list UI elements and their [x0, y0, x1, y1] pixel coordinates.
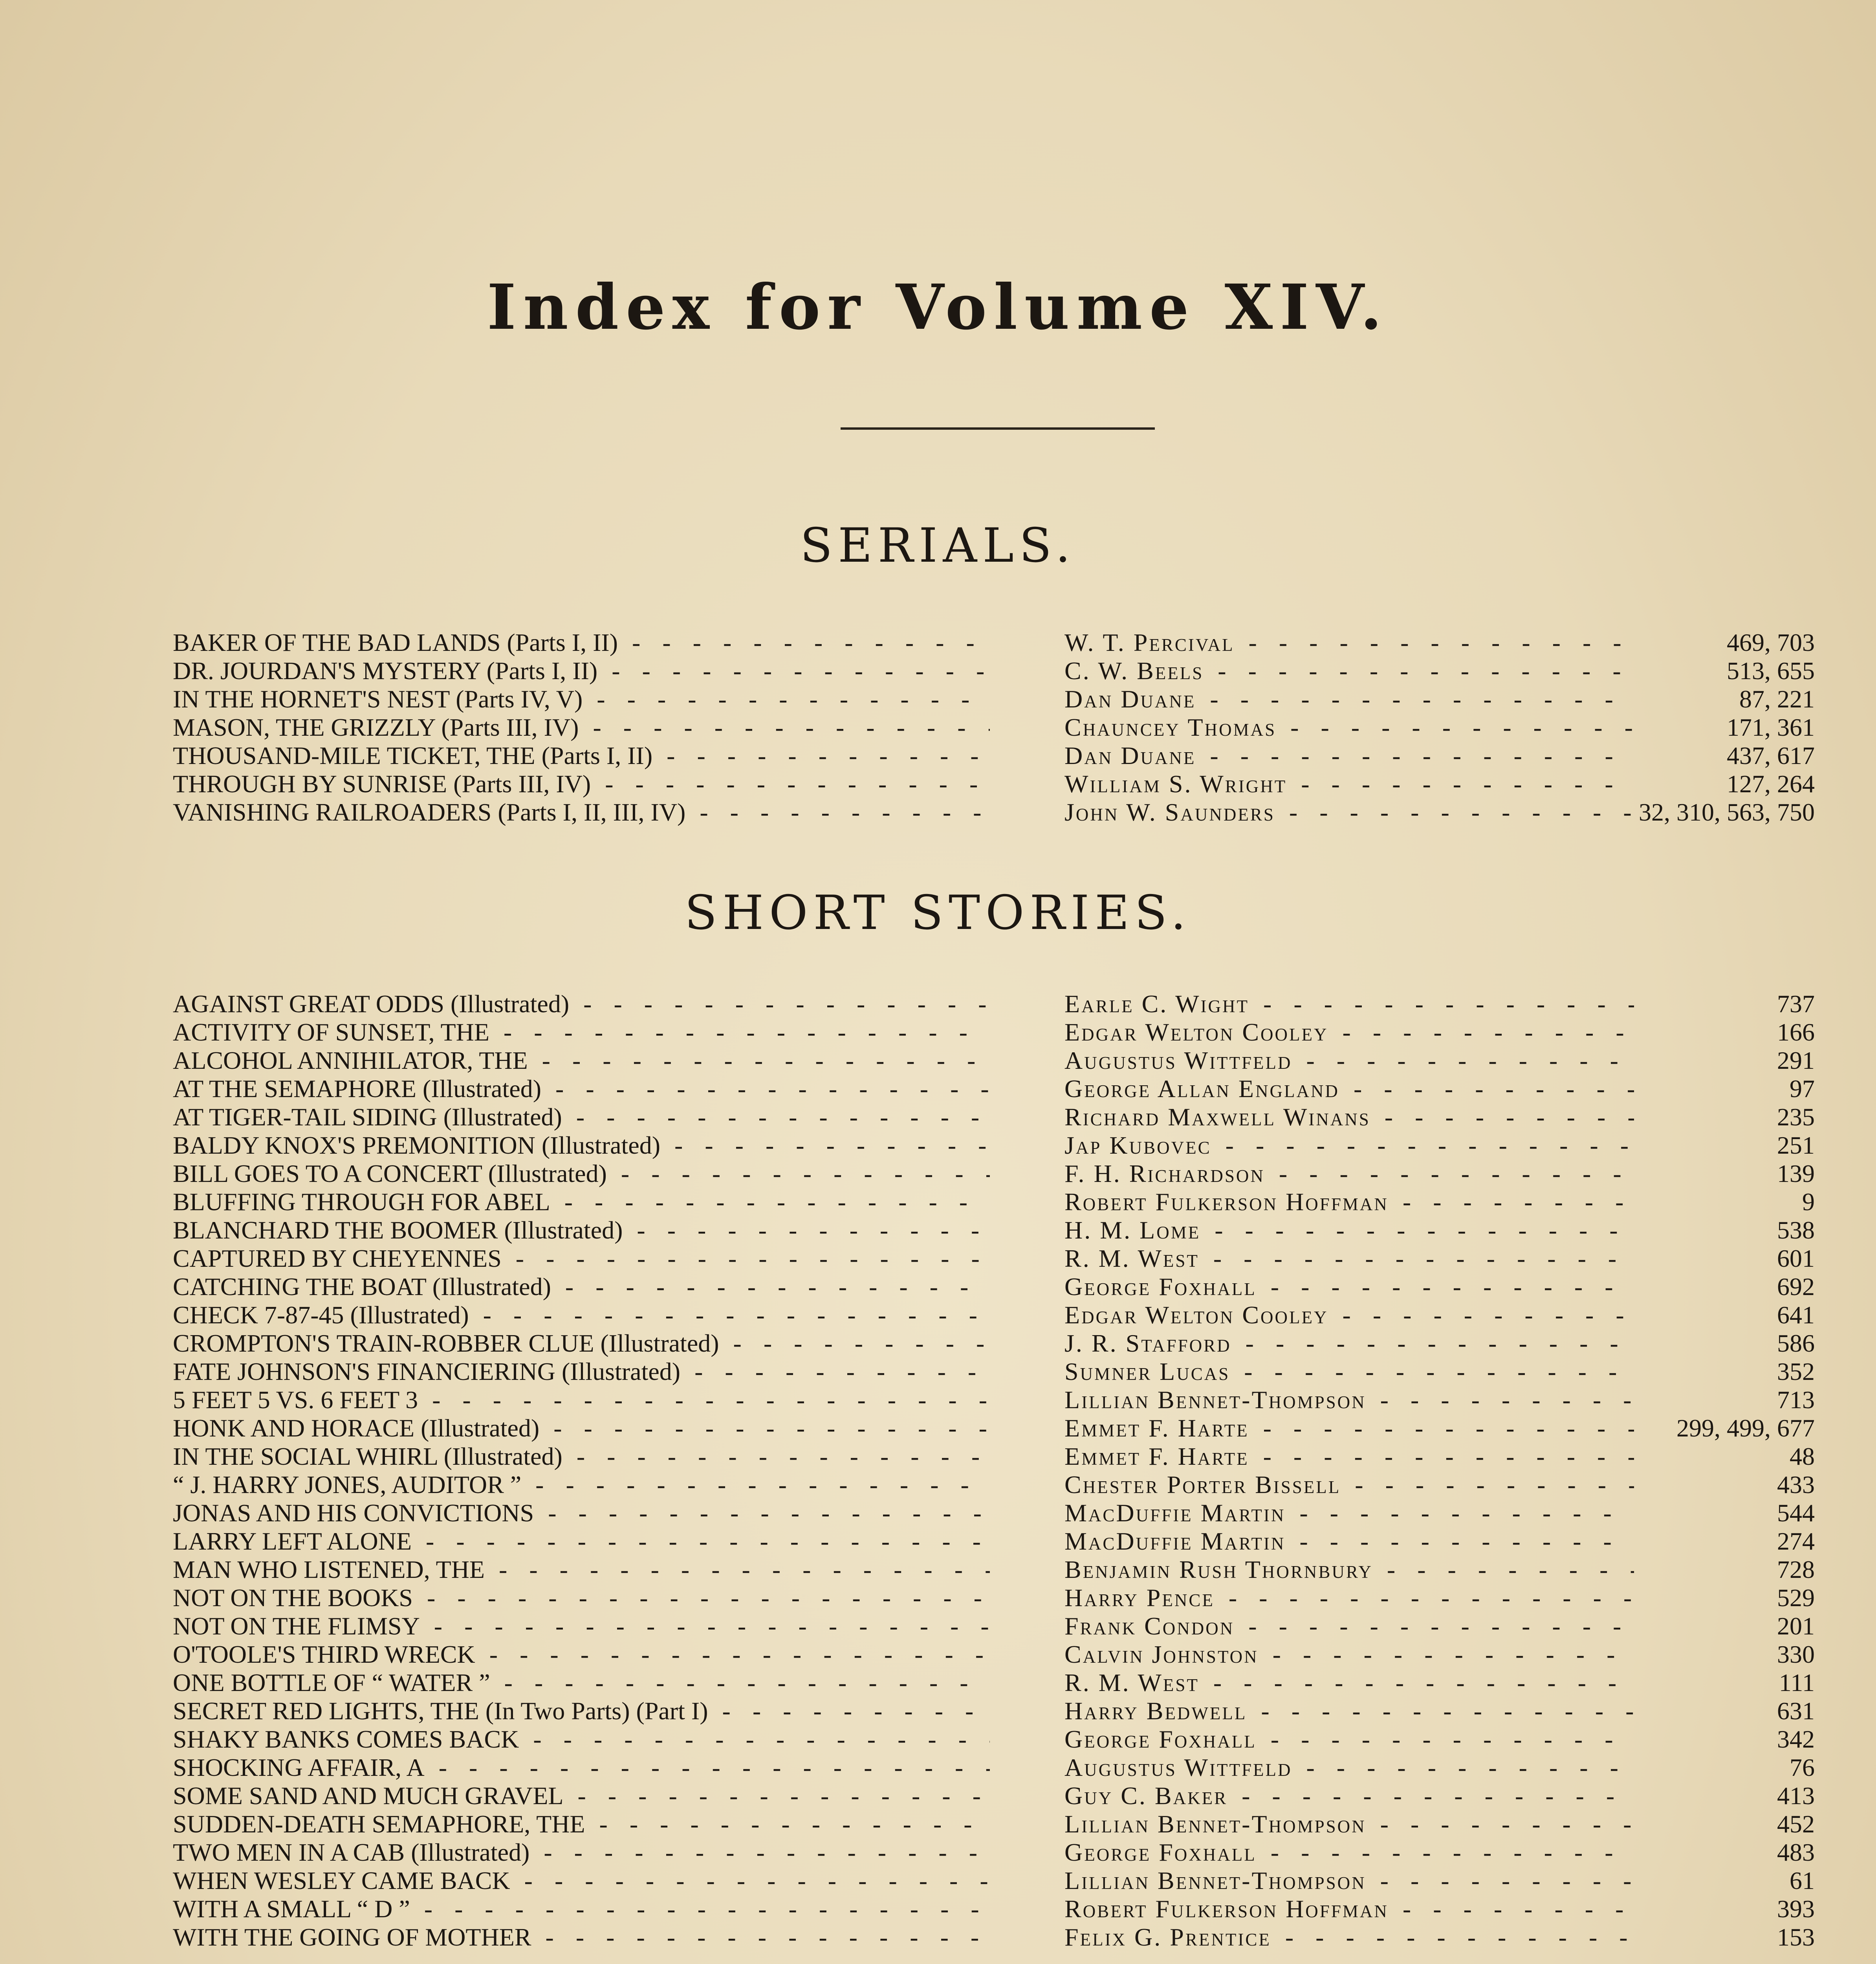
entry-author: William S. Wright - - - — [1064, 770, 1634, 798]
entry-author: Emmet F. Harte - - - — [1064, 1414, 1634, 1442]
index-entry — [173, 1358, 1815, 1386]
entry-author: Dan Duane - - - — [1064, 742, 1634, 770]
entry-title: ONE BOTTLE OF “ WATER ” - - - — [173, 1669, 990, 1697]
entry-title: ACTIVITY OF SUNSET, THE - - - — [173, 1018, 990, 1046]
entry-pages: 171, 361 — [1727, 713, 1815, 741]
entry-title: WHEN WESLEY CAME BACK - - - — [173, 1867, 990, 1895]
entry-pages: 76 — [1790, 1753, 1815, 1781]
entry-pages: 166 — [1777, 1018, 1815, 1046]
entry-title: WITH A SMALL “ D ” - - - — [173, 1895, 990, 1923]
entry-pages: 299, 499, 677 — [1676, 1414, 1815, 1442]
entries-short-stories — [173, 990, 1815, 1951]
entry-author: Harry Bedwell - - - — [1064, 1697, 1634, 1725]
entry-title: AT TIGER-TAIL SIDING (Illustrated) - - - — [173, 1103, 990, 1131]
entry-pages: 692 — [1777, 1273, 1815, 1301]
entry-pages: 251 — [1777, 1131, 1815, 1159]
entry-title: ALCOHOL ANNIHILATOR, THE - - - — [173, 1046, 990, 1075]
index-entry — [173, 628, 1815, 657]
index-entry — [173, 1810, 1815, 1838]
index-entry — [173, 1018, 1815, 1046]
entry-author: George Foxhall - - - — [1064, 1725, 1634, 1753]
index-entry — [173, 713, 1815, 742]
entry-pages: 235 — [1777, 1103, 1815, 1131]
entry-author: Robert Fulkerson Hoffman - - - — [1064, 1895, 1634, 1923]
entry-title: MAN WHO LISTENED, THE - - - — [173, 1555, 990, 1584]
index-entry — [173, 1160, 1815, 1188]
entry-title: CATCHING THE BOAT (Illustrated) - - - — [173, 1273, 990, 1301]
entry-author: Robert Fulkerson Hoffman - - - — [1064, 1188, 1634, 1216]
entry-pages: 61 — [1790, 1867, 1815, 1894]
entry-pages: 631 — [1777, 1697, 1815, 1725]
index-entry — [173, 1329, 1815, 1358]
entry-author: J. R. Stafford - - - — [1064, 1329, 1634, 1358]
entry-pages: 469, 703 — [1727, 628, 1815, 656]
entry-title: WITH THE GOING OF MOTHER - - - — [173, 1923, 990, 1951]
index-entry — [173, 1838, 1815, 1867]
entry-pages: 352 — [1777, 1358, 1815, 1385]
entry-pages: 291 — [1777, 1046, 1815, 1074]
entry-author: R. M. West - - - — [1064, 1244, 1634, 1273]
entry-title: SHAKY BANKS COMES BACK - - - — [173, 1725, 990, 1753]
entry-author: George Foxhall - - - — [1064, 1838, 1634, 1867]
entry-title: MASON, THE GRIZZLY (Parts III, IV) - - - — [173, 713, 990, 742]
entry-title: THROUGH BY SUNRISE (Parts III, IV) - - - — [173, 770, 990, 798]
entry-title: THOUSAND-MILE TICKET, THE (Parts I, II) - - - — [173, 742, 990, 770]
entry-pages: 111 — [1779, 1669, 1815, 1697]
entry-title: BAKER OF THE BAD LANDS (Parts I, II) - - - — [173, 628, 990, 657]
entry-title: NOT ON THE BOOKS - - - — [173, 1584, 990, 1612]
entry-title: SECRET RED LIGHTS, THE (In Two Parts) (Part I) - - - — [173, 1697, 990, 1725]
entry-author: George Allan England - - - — [1064, 1075, 1634, 1103]
entry-pages: 437, 617 — [1727, 742, 1815, 769]
index-entry — [173, 742, 1815, 770]
entry-title: DR. JOURDAN'S MYSTERY (Parts I, II) - - - — [173, 657, 990, 685]
index-entry — [173, 1301, 1815, 1329]
entry-pages: 529 — [1777, 1584, 1815, 1612]
index-entry — [173, 1273, 1815, 1301]
entry-pages: 452 — [1777, 1810, 1815, 1838]
entry-author: R. M. West - - - — [1064, 1669, 1634, 1697]
entry-author: Edgar Welton Cooley - - - — [1064, 1301, 1634, 1329]
entry-author: Augustus Wittfeld - - - — [1064, 1753, 1634, 1782]
index-entry — [173, 1640, 1815, 1669]
entry-title: VANISHING RAILROADERS (Parts I, II, III, IV) - - - — [173, 798, 990, 826]
entry-title: CHECK 7-87-45 (Illustrated) - - - — [173, 1301, 990, 1329]
entry-author: F. H. Richardson - - - — [1064, 1160, 1634, 1188]
entry-pages: 538 — [1777, 1216, 1815, 1244]
entry-author: Edgar Welton Cooley - - - — [1064, 1018, 1634, 1046]
index-entry — [173, 1669, 1815, 1697]
entry-author: Chauncey Thomas - - - — [1064, 713, 1634, 742]
entry-title: NOT ON THE FLIMSY - - - — [173, 1612, 990, 1640]
entry-pages: 728 — [1777, 1555, 1815, 1583]
entry-author: Lillian Bennet-Thompson - - - — [1064, 1810, 1634, 1838]
entry-title: LARRY LEFT ALONE - - - — [173, 1527, 990, 1555]
entry-pages: 601 — [1777, 1244, 1815, 1272]
entry-title: O'TOOLE'S THIRD WRECK - - - — [173, 1640, 990, 1669]
index-entry — [173, 1244, 1815, 1273]
index-entry — [173, 1103, 1815, 1131]
entry-pages: 713 — [1777, 1386, 1815, 1414]
entries-serials — [173, 628, 1815, 826]
entry-author: John W. Saunders - - - — [1064, 798, 1634, 826]
entry-author: MacDuffie Martin - - - — [1064, 1499, 1634, 1527]
index-entry — [173, 1725, 1815, 1753]
entry-pages: 483 — [1777, 1838, 1815, 1866]
page-title: Index for Volume XIV. — [487, 271, 1389, 344]
entry-author: Calvin Johnston - - - — [1064, 1640, 1634, 1669]
entry-title: SHOCKING AFFAIR, A - - - — [173, 1753, 990, 1782]
section-heading-serials: SERIALS. — [800, 518, 1076, 573]
index-entry — [173, 1386, 1815, 1414]
index-entry — [173, 1867, 1815, 1895]
entry-pages: 544 — [1777, 1499, 1815, 1527]
entry-author: C. W. Beels - - - — [1064, 657, 1634, 685]
index-entry — [173, 1782, 1815, 1810]
entry-title: AT THE SEMAPHORE (Illustrated) - - - — [173, 1075, 990, 1103]
index-entry — [173, 1075, 1815, 1103]
entry-author: Earle C. Wight - - - — [1064, 990, 1634, 1018]
index-entry — [173, 1753, 1815, 1782]
index-entry — [173, 1131, 1815, 1160]
entry-pages: 393 — [1777, 1895, 1815, 1923]
entry-title: BALDY KNOX'S PREMONITION (Illustrated) - - - — [173, 1131, 990, 1160]
index-entry — [173, 770, 1815, 798]
entry-author: H. M. Lome - - - — [1064, 1216, 1634, 1244]
index-entry — [173, 1471, 1815, 1499]
entry-title: CAPTURED BY CHEYENNES - - - — [173, 1244, 990, 1273]
entry-author: Harry Pence - - - — [1064, 1584, 1634, 1612]
entry-title: BLANCHARD THE BOOMER (Illustrated) - - - — [173, 1216, 990, 1244]
entry-pages: 413 — [1777, 1782, 1815, 1810]
entry-pages: 153 — [1777, 1923, 1815, 1951]
index-entry — [173, 657, 1815, 685]
entry-author: Sumner Lucas - - - — [1064, 1358, 1634, 1386]
index-entry — [173, 1612, 1815, 1640]
entry-title: IN THE SOCIAL WHIRL (Illustrated) - - - — [173, 1442, 990, 1471]
entry-pages: 201 — [1777, 1612, 1815, 1640]
index-entry — [173, 1046, 1815, 1075]
entry-pages: 330 — [1777, 1640, 1815, 1668]
entry-author: Lillian Bennet-Thompson - - - — [1064, 1867, 1634, 1895]
entry-pages: 737 — [1777, 990, 1815, 1018]
index-entry — [173, 1527, 1815, 1555]
entry-pages: 97 — [1790, 1075, 1815, 1103]
entry-pages: 127, 264 — [1727, 770, 1815, 798]
entry-title: HONK AND HORACE (Illustrated) - - - — [173, 1414, 990, 1442]
entry-title: IN THE HORNET'S NEST (Parts IV, V) - - - — [173, 685, 990, 713]
entry-author: Emmet F. Harte - - - — [1064, 1442, 1634, 1471]
index-entry — [173, 1414, 1815, 1442]
title-divider — [841, 427, 1155, 430]
entry-pages: 32, 310, 563, 750 — [1639, 798, 1815, 826]
entry-author: George Foxhall - - - — [1064, 1273, 1634, 1301]
entry-author: Jap Kubovec - - - — [1064, 1131, 1634, 1160]
entry-author: Guy C. Baker - - - — [1064, 1782, 1634, 1810]
entry-pages: 513, 655 — [1727, 657, 1815, 685]
index-entry — [173, 990, 1815, 1018]
entry-author: Benjamin Rush Thornbury - - - — [1064, 1555, 1634, 1584]
entry-title: SOME SAND AND MUCH GRAVEL - - - — [173, 1782, 990, 1810]
index-entry — [173, 1697, 1815, 1725]
entry-title: BILL GOES TO A CONCERT (Illustrated) - - - — [173, 1160, 990, 1188]
entry-author: Frank Condon - - - — [1064, 1612, 1634, 1640]
entry-title: AGAINST GREAT ODDS (Illustrated) - - - — [173, 990, 990, 1018]
entry-pages: 9 — [1802, 1188, 1815, 1216]
section-heading-short-stories: SHORT STORIES. — [685, 886, 1191, 940]
entry-title: FATE JOHNSON'S FINANCIERING (Illustrated) - - - — [173, 1358, 990, 1386]
entry-pages: 139 — [1777, 1160, 1815, 1187]
index-entry — [173, 685, 1815, 713]
index-entry — [173, 1188, 1815, 1216]
index-entry — [173, 1555, 1815, 1584]
entry-title: BLUFFING THROUGH FOR ABEL - - - — [173, 1188, 990, 1216]
entry-pages: 641 — [1777, 1301, 1815, 1329]
entry-pages: 586 — [1777, 1329, 1815, 1357]
entry-author: Augustus Wittfeld - - - — [1064, 1046, 1634, 1075]
index-entry — [173, 1923, 1815, 1951]
entry-author: Lillian Bennet-Thompson - - - — [1064, 1386, 1634, 1414]
entry-author: Felix G. Prentice - - - — [1064, 1923, 1634, 1951]
entry-pages: 433 — [1777, 1471, 1815, 1499]
index-entry — [173, 1499, 1815, 1527]
entry-pages: 342 — [1777, 1725, 1815, 1753]
index-entry — [173, 1216, 1815, 1244]
entry-title: “ J. HARRY JONES, AUDITOR ” - - - — [173, 1471, 990, 1499]
index-entry — [173, 798, 1815, 826]
entry-author: Chester Porter Bissell - - - — [1064, 1471, 1634, 1499]
entry-author: Richard Maxwell Winans - - - — [1064, 1103, 1634, 1131]
entry-title: JONAS AND HIS CONVICTIONS - - - — [173, 1499, 990, 1527]
entry-pages: 87, 221 — [1739, 685, 1815, 713]
entry-pages: 48 — [1790, 1442, 1815, 1470]
entry-author: W. T. Percival - - - — [1064, 628, 1634, 657]
entry-title: CROMPTON'S TRAIN-ROBBER CLUE (Illustrated) - - - — [173, 1329, 990, 1358]
index-entry — [173, 1442, 1815, 1471]
entry-pages: 274 — [1777, 1527, 1815, 1555]
entry-author: MacDuffie Martin - - - — [1064, 1527, 1634, 1555]
index-entry — [173, 1584, 1815, 1612]
entry-title: TWO MEN IN A CAB (Illustrated) - - - — [173, 1838, 990, 1867]
index-entry — [173, 1895, 1815, 1923]
entry-title: 5 FEET 5 VS. 6 FEET 3 - - - — [173, 1386, 990, 1414]
entry-title: SUDDEN-DEATH SEMAPHORE, THE - - - — [173, 1810, 990, 1838]
entry-author: Dan Duane - - - — [1064, 685, 1634, 713]
